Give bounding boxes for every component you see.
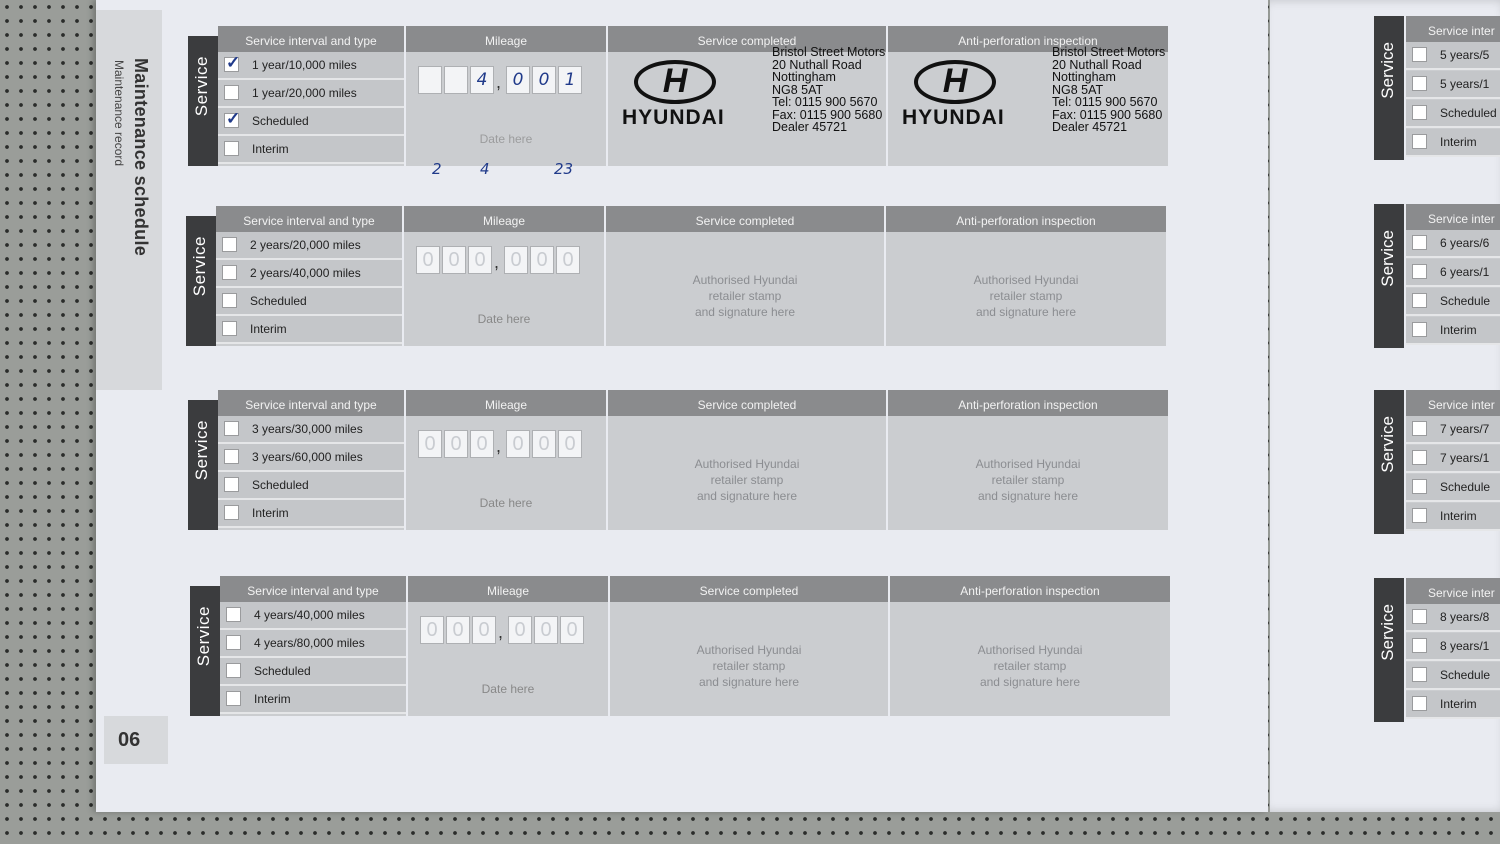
mileage-comma: , <box>494 252 500 272</box>
interval-row[interactable] <box>218 472 404 500</box>
service-checkbox[interactable] <box>1412 76 1427 91</box>
mileage-column <box>406 416 606 530</box>
mileage-digit[interactable]: 0 <box>470 430 494 458</box>
header-interval: Service inter <box>1406 390 1500 416</box>
header-inspection: Anti-perforation inspection <box>888 26 1168 52</box>
mileage-column <box>406 52 606 178</box>
interval-label: Interim <box>1440 509 1477 523</box>
interval-row[interactable] <box>1406 129 1500 157</box>
interval-label: Schedule <box>1440 294 1491 308</box>
dealer-address: Bristol Street Motors 20 Nuthall Road Nottingham NG8 5AT Tel: 0115 900 5670 Fax: 0115 900 5680 Dealer 45721 <box>772 45 886 134</box>
service-label-bar <box>186 216 216 346</box>
interval-label: 2 years/40,000 miles <box>250 266 361 280</box>
service-checkbox[interactable] <box>226 607 241 622</box>
interval-row[interactable] <box>1406 474 1500 502</box>
header-completed: Service completed <box>606 206 884 232</box>
interval-label: 8 years/8 <box>1440 610 1490 624</box>
mileage-column <box>404 232 604 346</box>
service-block <box>190 576 1170 716</box>
service-checkbox[interactable] <box>1412 508 1427 523</box>
section-tab <box>96 10 162 390</box>
interval-row[interactable] <box>216 316 402 344</box>
stamp-line: retailer stamp <box>708 289 782 303</box>
stamp-line: Authorised Hyundai <box>696 643 802 657</box>
mileage-digit[interactable]: 0 <box>532 430 556 458</box>
mileage-digit[interactable]: 0 <box>420 616 444 644</box>
mileage-comma: , <box>496 436 502 456</box>
interval-label: Interim <box>1440 697 1477 711</box>
mileage-digit[interactable]: 0 <box>508 616 532 644</box>
stamp-placeholder <box>888 456 1168 504</box>
service-grid <box>216 206 1166 346</box>
stamp-line: Authorised Hyundai <box>692 273 798 287</box>
mileage-digit[interactable]: 1 <box>558 66 582 94</box>
interval-row[interactable] <box>1406 633 1500 661</box>
mileage-comma: , <box>498 622 504 642</box>
service-label: Service <box>194 606 213 667</box>
service-checkbox[interactable] <box>1412 667 1427 682</box>
completed-column <box>610 602 888 716</box>
service-checkbox[interactable] <box>1412 638 1427 653</box>
service-checkbox[interactable] <box>1412 47 1427 62</box>
service-block <box>188 390 1168 530</box>
service-checkbox[interactable] <box>226 663 241 678</box>
interval-row[interactable] <box>218 52 404 80</box>
mileage-digit[interactable]: 0 <box>534 616 558 644</box>
service-block-right <box>1374 204 1500 348</box>
service-block <box>188 26 1168 178</box>
service-label: Service <box>1378 604 1397 661</box>
stamp-line: Authorised Hyundai <box>973 273 1079 287</box>
service-grid <box>218 390 1168 530</box>
interval-label: 7 years/7 <box>1440 422 1490 436</box>
stamp-line: and signature here <box>979 675 1081 689</box>
mileage-digit[interactable]: 0 <box>442 246 466 274</box>
stamp-placeholder <box>606 272 884 320</box>
mileage-digit[interactable]: 0 <box>558 430 582 458</box>
stamp-line: and signature here <box>694 305 796 319</box>
interval-row[interactable] <box>1406 662 1500 690</box>
date-placeholder: Date here <box>477 312 531 326</box>
interval-row[interactable] <box>216 260 402 288</box>
interval-row[interactable] <box>1406 288 1500 316</box>
service-checkbox[interactable] <box>1412 696 1427 711</box>
service-checkbox[interactable] <box>1412 235 1427 250</box>
interval-column <box>1406 230 1500 344</box>
stamp-line: retailer stamp <box>993 659 1067 673</box>
interval-label: Scheduled <box>1440 106 1497 120</box>
stamp-line: Authorised Hyundai <box>977 643 1083 657</box>
service-block-right <box>1374 16 1500 160</box>
service-checkbox[interactable] <box>1412 450 1427 465</box>
interval-label: 2 years/20,000 miles <box>250 238 361 252</box>
service-block <box>186 206 1166 346</box>
mileage-digit[interactable]: 0 <box>560 616 584 644</box>
stamp-line: and signature here <box>977 489 1079 503</box>
interval-label: Scheduled <box>252 478 309 492</box>
header-interval: Service interval and type <box>216 206 402 232</box>
mileage-column <box>408 602 608 716</box>
mileage-boxes[interactable] <box>420 616 584 644</box>
interval-row[interactable] <box>1406 604 1500 632</box>
stamp-line: and signature here <box>698 675 800 689</box>
service-label-bar <box>1374 390 1404 534</box>
interval-label: 4 years/80,000 miles <box>254 636 365 650</box>
interval-row[interactable] <box>216 288 402 316</box>
mileage-digit[interactable]: 0 <box>418 430 442 458</box>
hyundai-logo-icon <box>634 60 716 104</box>
interval-label: Schedule <box>1440 480 1491 494</box>
service-label-bar <box>190 586 220 716</box>
completed-column <box>606 232 884 346</box>
mileage-digit[interactable]: 0 <box>416 246 440 274</box>
stamp-line: retailer stamp <box>991 473 1065 487</box>
mileage-digit[interactable]: 0 <box>446 616 470 644</box>
interval-row[interactable] <box>1406 416 1500 444</box>
service-grid <box>220 576 1170 716</box>
page-number: 06 <box>104 716 168 764</box>
service-checkbox[interactable] <box>222 265 237 280</box>
service-checkbox[interactable] <box>222 293 237 308</box>
service-checkbox[interactable] <box>224 141 239 156</box>
service-checkbox[interactable] <box>1412 293 1427 308</box>
stamp-placeholder <box>608 456 886 504</box>
header-interval: Service inter <box>1406 204 1500 230</box>
service-checkbox[interactable] <box>224 477 239 492</box>
hyundai-wordmark: HYUNDAI <box>902 106 1005 129</box>
stamp-line: retailer stamp <box>710 473 784 487</box>
stamp-placeholder <box>610 642 888 690</box>
date-year: 23 <box>554 160 574 178</box>
interval-label: 6 years/6 <box>1440 236 1490 250</box>
service-label: Service <box>192 56 211 117</box>
interval-label: 1 year/10,000 miles <box>252 58 357 72</box>
interval-label: Interim <box>250 322 287 336</box>
interval-label: 7 years/1 <box>1440 451 1490 465</box>
service-checkbox[interactable] <box>224 505 239 520</box>
stamp-placeholder <box>890 642 1170 690</box>
service-label: Service <box>1378 230 1397 287</box>
interval-label: 5 years/5 <box>1440 48 1490 62</box>
service-checkbox[interactable] <box>222 321 237 336</box>
service-checkbox[interactable] <box>1412 322 1427 337</box>
service-label-bar <box>188 400 218 530</box>
header-inspection: Anti-perforation inspection <box>886 206 1166 232</box>
service-checkbox[interactable] <box>226 691 241 706</box>
service-label: Service <box>190 236 209 297</box>
interval-row[interactable] <box>1406 691 1500 719</box>
header-inspection: Anti-perforation inspection <box>890 576 1170 602</box>
interval-row[interactable] <box>220 686 406 714</box>
mileage-digit[interactable] <box>444 66 468 94</box>
stamp-line: and signature here <box>696 489 798 503</box>
interval-row[interactable] <box>1406 445 1500 473</box>
service-checkbox[interactable] <box>1412 479 1427 494</box>
hyundai-stamp <box>902 60 1005 130</box>
service-checkbox[interactable] <box>1412 105 1427 120</box>
mileage-digit[interactable]: 0 <box>504 246 528 274</box>
service-checkbox[interactable] <box>224 57 239 72</box>
completed-column <box>608 45 886 166</box>
interval-column <box>218 52 404 166</box>
header-completed: Service completed <box>608 390 886 416</box>
header-completed: Service completed <box>608 26 886 52</box>
interval-label: Scheduled <box>254 664 311 678</box>
header-mileage: Mileage <box>404 206 604 232</box>
header-mileage: Mileage <box>408 576 608 602</box>
interval-label: 5 years/1 <box>1440 77 1490 91</box>
header-interval: Service interval and type <box>220 576 406 602</box>
stamp-line: retailer stamp <box>712 659 786 673</box>
service-label-bar <box>1374 16 1404 160</box>
service-label: Service <box>1378 416 1397 473</box>
interval-row[interactable] <box>1406 503 1500 531</box>
mileage-digit[interactable]: 0 <box>556 246 580 274</box>
service-checkbox[interactable] <box>1412 264 1427 279</box>
interval-row[interactable] <box>218 80 404 108</box>
hyundai-wordmark: HYUNDAI <box>622 106 725 129</box>
interval-row[interactable] <box>220 630 406 658</box>
service-checkbox[interactable] <box>1412 134 1427 149</box>
date-placeholder: Date here <box>479 496 533 510</box>
header-interval: Service inter <box>1406 578 1500 604</box>
inspection-column <box>888 416 1168 530</box>
interval-row[interactable] <box>1406 42 1500 70</box>
interval-row[interactable] <box>1406 317 1500 345</box>
interval-row[interactable] <box>1406 230 1500 258</box>
date-placeholder: Date here <box>481 682 535 696</box>
mileage-digit[interactable]: 4 <box>470 66 494 94</box>
inspection-column <box>888 45 1168 166</box>
completed-column <box>608 416 886 530</box>
header-mileage: Mileage <box>406 26 606 52</box>
stamp-line: retailer stamp <box>989 289 1063 303</box>
interval-row[interactable] <box>218 136 404 164</box>
mileage-boxes[interactable] <box>418 66 582 94</box>
mileage-digit[interactable]: 0 <box>472 616 496 644</box>
mileage-digit[interactable] <box>418 66 442 94</box>
date-month: 4 <box>480 160 490 178</box>
service-label-bar <box>188 36 218 166</box>
date-placeholder: Date here <box>479 132 533 146</box>
service-checkbox[interactable] <box>224 113 239 128</box>
interval-label: 1 year/20,000 miles <box>252 86 357 100</box>
service-label-bar <box>1374 204 1404 348</box>
mileage-comma: , <box>496 72 502 92</box>
interval-column <box>216 232 402 346</box>
section-title: Maintenance schedule <box>131 58 151 257</box>
interval-label: Interim <box>252 142 289 156</box>
interval-label: Interim <box>252 506 289 520</box>
service-label: Service <box>192 420 211 481</box>
interval-row[interactable] <box>220 602 406 630</box>
mileage-digit[interactable]: 0 <box>530 246 554 274</box>
mileage-digit[interactable]: 0 <box>532 66 556 94</box>
interval-label: 3 years/60,000 miles <box>252 450 363 464</box>
mileage-digit[interactable]: 0 <box>506 66 530 94</box>
interval-label: Schedule <box>1440 668 1491 682</box>
service-block-right <box>1374 390 1500 534</box>
interval-column <box>218 416 404 530</box>
interval-row[interactable] <box>1406 71 1500 99</box>
date-day: 2 <box>432 160 442 178</box>
interval-row[interactable] <box>1406 100 1500 128</box>
stamp-line: Authorised Hyundai <box>975 457 1081 471</box>
service-checkbox[interactable] <box>1412 421 1427 436</box>
interval-row[interactable] <box>218 108 404 136</box>
service-checkbox[interactable] <box>222 237 237 252</box>
interval-label: Scheduled <box>250 294 307 308</box>
service-checkbox[interactable] <box>226 635 241 650</box>
mileage-boxes[interactable] <box>418 430 582 458</box>
mileage-digit[interactable]: 0 <box>468 246 492 274</box>
interval-column <box>1406 604 1500 718</box>
mileage-digit[interactable]: 0 <box>444 430 468 458</box>
interval-column <box>220 602 406 716</box>
hyundai-stamp <box>622 60 725 130</box>
mileage-boxes[interactable] <box>416 246 580 274</box>
interval-label: 6 years/1 <box>1440 265 1490 279</box>
hyundai-logo-icon <box>914 60 996 104</box>
interval-label: 8 years/1 <box>1440 639 1490 653</box>
stamp-placeholder <box>886 272 1166 320</box>
header-interval: Service interval and type <box>218 26 404 52</box>
service-checkbox[interactable] <box>224 85 239 100</box>
interval-row[interactable] <box>218 444 404 472</box>
service-checkbox[interactable] <box>1412 609 1427 624</box>
interval-row[interactable] <box>1406 259 1500 287</box>
mileage-digit[interactable]: 0 <box>506 430 530 458</box>
stamp-line: Authorised Hyundai <box>694 457 800 471</box>
interval-label: Interim <box>1440 135 1477 149</box>
dealer-address: Bristol Street Motors 20 Nuthall Road Nottingham NG8 5AT Tel: 0115 900 5670 Fax: 0115 900 5680 Dealer 45721 <box>1052 45 1166 134</box>
interval-label: Interim <box>254 692 291 706</box>
interval-row[interactable] <box>216 232 402 260</box>
stamp-line: and signature here <box>975 305 1077 319</box>
header-interval: Service inter <box>1406 16 1500 42</box>
interval-label: 3 years/30,000 miles <box>252 422 363 436</box>
service-checkbox[interactable] <box>224 449 239 464</box>
interval-column <box>1406 42 1500 156</box>
inspection-column <box>886 232 1166 346</box>
interval-row[interactable] <box>218 416 404 444</box>
interval-column <box>1406 416 1500 530</box>
interval-row[interactable] <box>218 500 404 528</box>
service-label-bar <box>1374 578 1404 722</box>
interval-label: 4 years/40,000 miles <box>254 608 365 622</box>
service-label: Service <box>1378 42 1397 99</box>
header-completed: Service completed <box>610 576 888 602</box>
header-inspection: Anti-perforation inspection <box>888 390 1168 416</box>
service-checkbox[interactable] <box>224 421 239 436</box>
section-subtitle: Maintenance record <box>112 60 126 167</box>
service-grid <box>218 26 1168 178</box>
interval-label: Interim <box>1440 323 1477 337</box>
interval-row[interactable] <box>220 658 406 686</box>
header-interval: Service interval and type <box>218 390 404 416</box>
interval-label: Scheduled <box>252 114 309 128</box>
service-block-right <box>1374 578 1500 722</box>
header-mileage: Mileage <box>406 390 606 416</box>
inspection-column <box>890 602 1170 716</box>
